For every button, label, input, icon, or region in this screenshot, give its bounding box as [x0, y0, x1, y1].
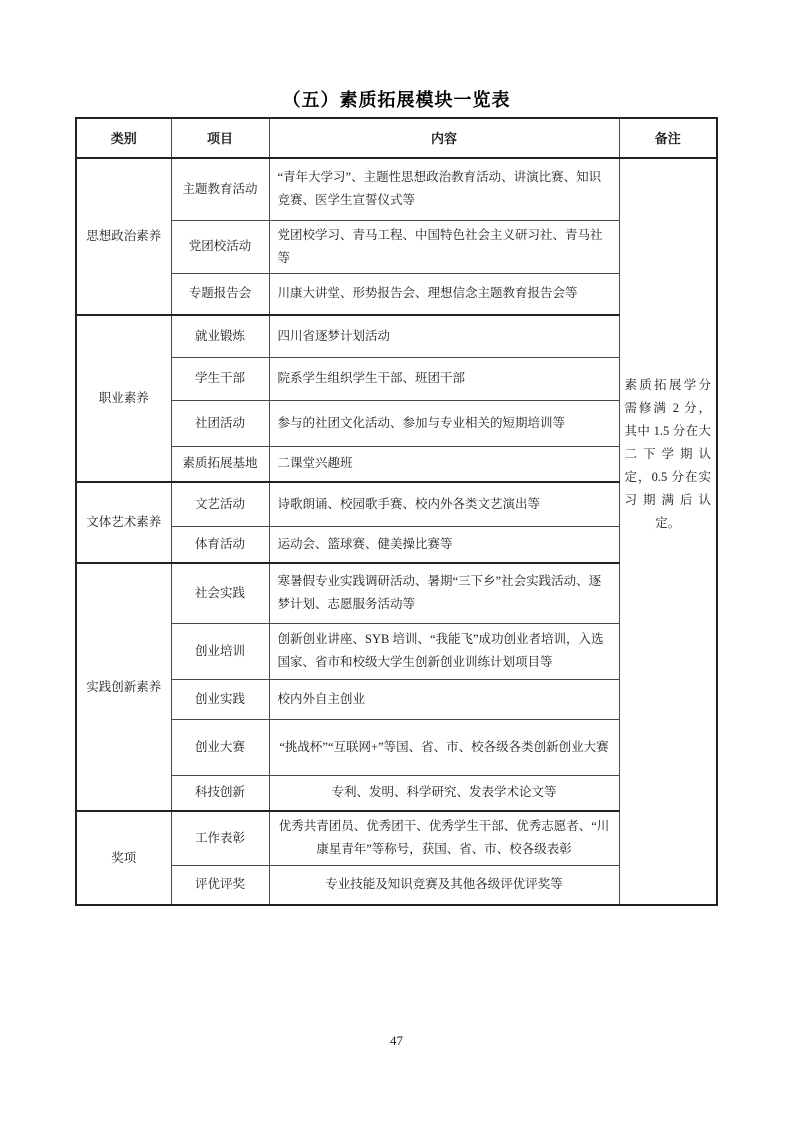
content-cell: 优秀共青团员、优秀团干、优秀学生干部、优秀志愿者、“川康星青年”等称号，获国、省、市、校各级表彰	[269, 811, 619, 865]
table-header-row	[76, 118, 717, 158]
content-cell: 寒暑假专业实践调研活动、暑期“三下乡”社会实践活动、逐梦计划、志愿服务活动等	[269, 563, 619, 623]
project-cell: 素质拓展基地	[171, 446, 269, 482]
project-cell: 社团活动	[171, 400, 269, 446]
header-cell-remark: 备注	[619, 118, 717, 158]
project-cell: 工作表彰	[171, 811, 269, 865]
content-cell: 二课堂兴趣班	[269, 446, 619, 482]
content-cell: 四川省逐梦计划活动	[269, 315, 619, 357]
table-row	[76, 158, 717, 220]
content-cell: 运动会、篮球赛、健美操比赛等	[269, 526, 619, 563]
header-cell-content: 内容	[269, 118, 619, 158]
content-cell: 诗歌朗诵、校园歌手赛、校内外各类文艺演出等	[269, 482, 619, 526]
category-cell: 奖项	[76, 811, 171, 905]
header-cell-category: 类别	[76, 118, 171, 158]
remark-cell: 素质拓展学分需修满 2 分，其中 1.5 分在大二下学期认定，0.5 分在实习期满后认定。	[619, 158, 717, 905]
content-cell: 校内外自主创业	[269, 679, 619, 719]
project-cell: 文艺活动	[171, 482, 269, 526]
project-cell: 创业培训	[171, 623, 269, 679]
content-cell: 党团校学习、青马工程、中国特色社会主义研习社、青马社等	[269, 220, 619, 273]
content-cell: 创新创业讲座、SYB 培训、“我能飞”成功创业者培训，入选国家、省市和校级大学生创新创业训练计划项目等	[269, 623, 619, 679]
category-cell: 文体艺术素养	[76, 482, 171, 563]
project-cell: 体育活动	[171, 526, 269, 563]
project-cell: 党团校活动	[171, 220, 269, 273]
project-cell: 创业实践	[171, 679, 269, 719]
project-cell: 创业大赛	[171, 719, 269, 775]
content-cell: 院系学生组织学生干部、班团干部	[269, 357, 619, 400]
content-cell: 川康大讲堂、形势报告会、理想信念主题教育报告会等	[269, 273, 619, 315]
category-cell: 思想政治素养	[76, 158, 171, 315]
project-cell: 学生干部	[171, 357, 269, 400]
page-title: （五）素质拓展模块一览表	[282, 90, 511, 110]
content-cell: 参与的社团文化活动、参加与专业相关的短期培训等	[269, 400, 619, 446]
category-cell: 实践创新素养	[76, 563, 171, 811]
project-cell: 社会实践	[171, 563, 269, 623]
content-cell: 专利、发明、科学研究、发表学术论文等	[269, 775, 619, 811]
project-cell: 评优评奖	[171, 865, 269, 905]
project-cell: 就业锻炼	[171, 315, 269, 357]
page-number: 47	[390, 1033, 403, 1048]
project-cell: 科技创新	[171, 775, 269, 811]
quality-development-table	[75, 117, 718, 906]
content-cell: 专业技能及知识竞赛及其他各级评优评奖等	[269, 865, 619, 905]
header-cell-project: 项目	[171, 118, 269, 158]
content-cell: “青年大学习”、主题性思想政治教育活动、讲演比赛、知识竞赛、医学生宣誓仪式等	[269, 158, 619, 220]
project-cell: 主题教育活动	[171, 158, 269, 220]
content-cell: “挑战杯”“互联网+”等国、省、市、校各级各类创新创业大赛	[269, 719, 619, 775]
project-cell: 专题报告会	[171, 273, 269, 315]
category-cell: 职业素养	[76, 315, 171, 482]
